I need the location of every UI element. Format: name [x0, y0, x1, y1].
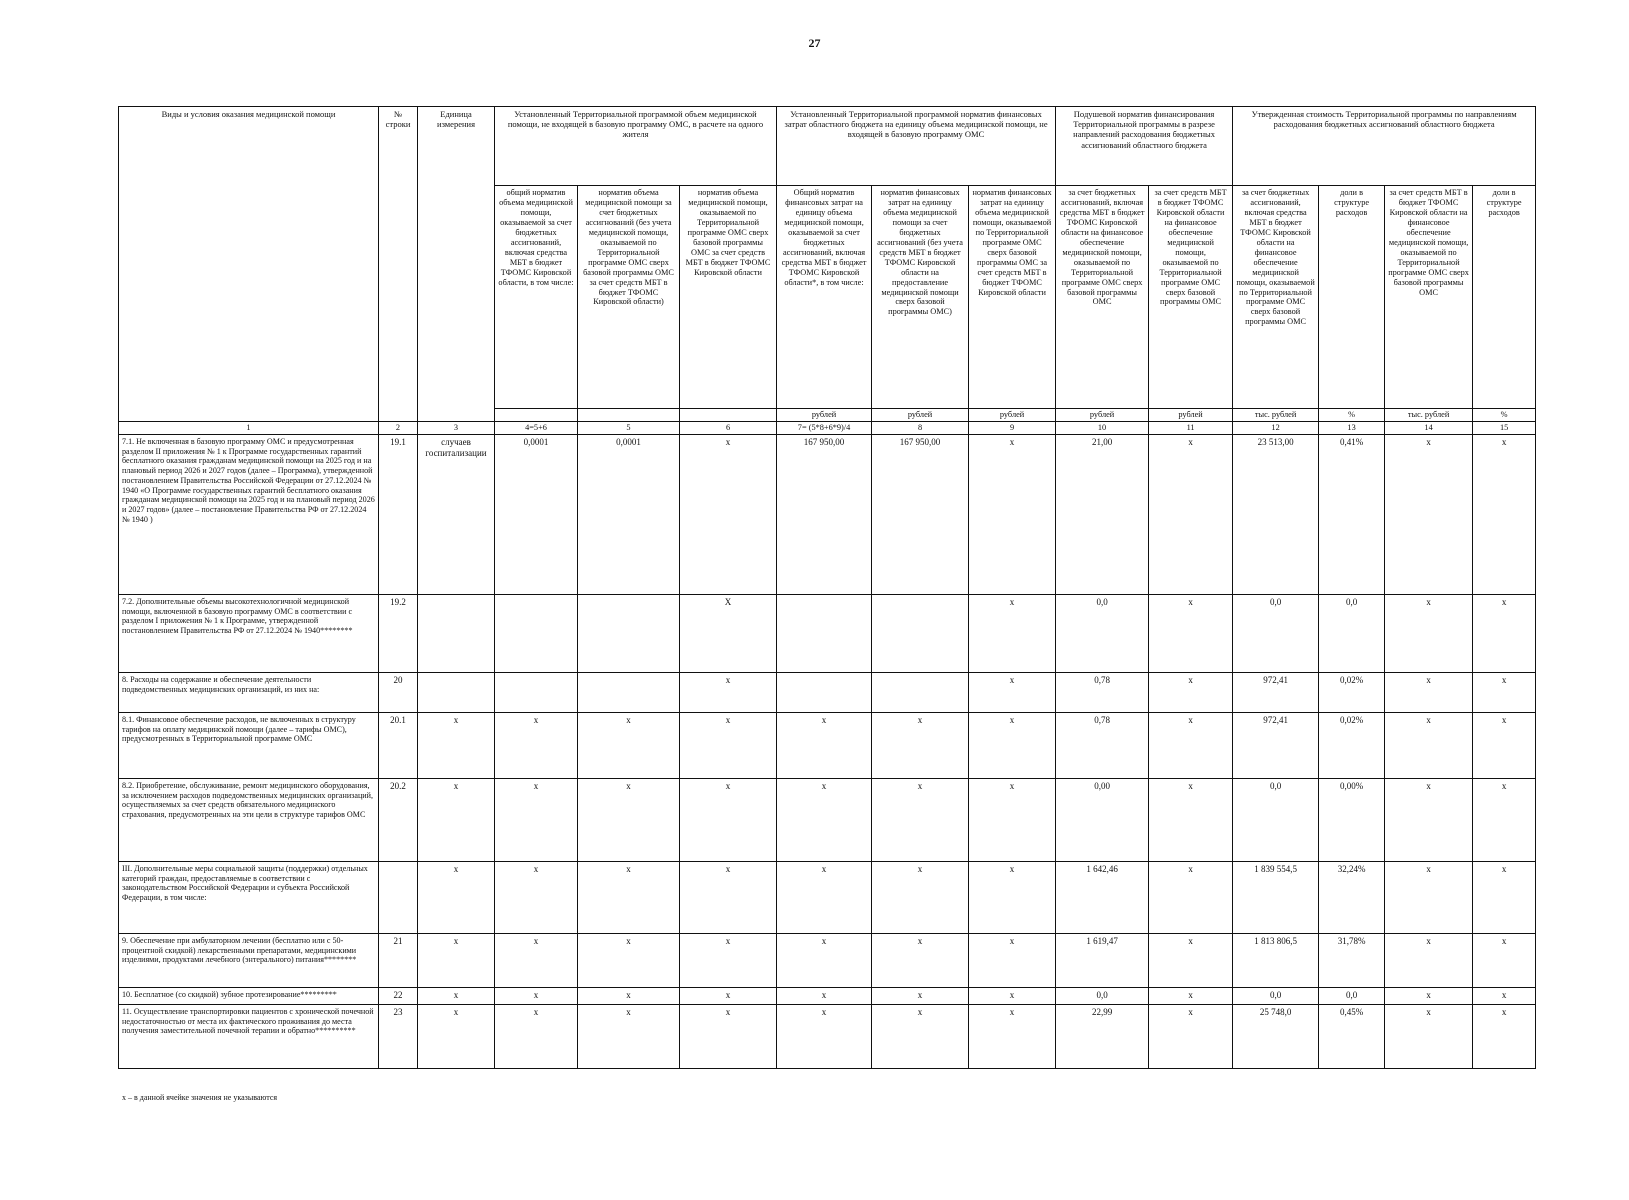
- table-cell: x: [969, 673, 1056, 713]
- unit-col-8: рублей: [872, 409, 969, 422]
- row-number: 20.1: [379, 713, 418, 779]
- table-row: [119, 673, 1536, 713]
- table-cell: 0,78: [1056, 713, 1149, 779]
- header-group-approved-cost: Утвержденная стоимость Территориальной программы по направлениям расходования бюджетных ассигнований областного бюджета: [1233, 107, 1536, 186]
- table-cell: x: [969, 1005, 1056, 1069]
- table-cell: x: [680, 779, 777, 862]
- table-cell: x: [1473, 1005, 1536, 1069]
- table-cell: x: [495, 862, 578, 934]
- row-description: 7.1. Не включенная в базовую программу ОМС и предусмотренная разделом II приложения № 1 к Программе государственных гарантий бесплатного оказания гражданам медицинской помощи на 2025 год и на плановый период 2026 и 2027 годов (далее – Программа), утвержденной постановлением Правительства Российской Федерации от 27.12.2024 № 1940 «О Программе государственных гарантий бесплатного оказания гражданам медицинской помощи на 2025 год и на плановый период 2026 и 2027 годов» (далее – постановление Правительства РФ от 27.12.2024 № 1940 ): [119, 435, 379, 595]
- unit-col-14: тыс. рублей: [1385, 409, 1473, 422]
- header-kinds: Виды и условия оказания медицинской помощи: [119, 107, 379, 422]
- table-cell: x: [495, 934, 578, 988]
- table-cell: x: [578, 988, 680, 1005]
- table-cell: [418, 595, 495, 673]
- row-number: 19.1: [379, 435, 418, 595]
- table-cell: x: [680, 862, 777, 934]
- table-cell: x: [1149, 713, 1233, 779]
- header-row-number: № строки: [379, 107, 418, 422]
- table-cell: 0,00: [1056, 779, 1149, 862]
- table-cell: x: [1385, 988, 1473, 1005]
- colnum: 3: [418, 422, 495, 435]
- table-cell: 0,00%: [1319, 779, 1385, 862]
- table-cell: 0,0001: [578, 435, 680, 595]
- row-number: [379, 862, 418, 934]
- table-cell: [872, 673, 969, 713]
- table-cell: x: [495, 713, 578, 779]
- table-cell: x: [578, 862, 680, 934]
- table-cell: [777, 595, 872, 673]
- colnum: 10: [1056, 422, 1149, 435]
- table-cell: x: [418, 713, 495, 779]
- table-cell: [495, 673, 578, 713]
- row-number: 23: [379, 1005, 418, 1069]
- row-description: 9. Обеспечение при амбулаторном лечении (бесплатно или с 50-процентной скидкой) лекарственными препаратами, медицинскими изделиями, продуктами лечебного (энтерального) питания********: [119, 934, 379, 988]
- table-cell: [578, 595, 680, 673]
- table-cell: 0,41%: [1319, 435, 1385, 595]
- table-cell: 1 619,47: [1056, 934, 1149, 988]
- colnum: 9: [969, 422, 1056, 435]
- table-cell: 0,0001: [495, 435, 578, 595]
- table-cell: 167 950,00: [777, 435, 872, 595]
- table-cell: x: [1473, 435, 1536, 595]
- page-number: 27: [808, 36, 821, 50]
- table-cell: [495, 595, 578, 673]
- colnum: 11: [1149, 422, 1233, 435]
- table-row: [119, 934, 1536, 988]
- unit-col-7: рублей: [777, 409, 872, 422]
- table-row: [119, 988, 1536, 1005]
- table-cell: 972,41: [1233, 673, 1319, 713]
- table-cell: 0,78: [1056, 673, 1149, 713]
- table-cell: x: [578, 1005, 680, 1069]
- table-cell: x: [495, 779, 578, 862]
- table-cell: 0,0: [1056, 988, 1149, 1005]
- table-cell: x: [777, 713, 872, 779]
- unit-col-15: %: [1473, 409, 1536, 422]
- table-cell: x: [969, 779, 1056, 862]
- table-cell: 1 642,46: [1056, 862, 1149, 934]
- table-cell: 1 813 806,5: [1233, 934, 1319, 988]
- table-cell: x: [777, 988, 872, 1005]
- table-cell: [578, 673, 680, 713]
- header-group-per-capita: Подушевой норматив финансирования Территориальной программы в разрезе направлений расходования бюджетных ассигнований областного бюджета: [1056, 107, 1233, 186]
- table-cell: 972,41: [1233, 713, 1319, 779]
- budget-table: [118, 106, 1536, 1069]
- unit-col-4: [495, 409, 578, 422]
- colnum: 12: [1233, 422, 1319, 435]
- table-cell: x: [1473, 713, 1536, 779]
- table-cell: 0,45%: [1319, 1005, 1385, 1069]
- header-row-column-numbers: [119, 422, 1536, 435]
- unit-col-13: %: [1319, 409, 1385, 422]
- table-cell: x: [872, 1005, 969, 1069]
- table-cell: x: [969, 713, 1056, 779]
- colnum: 8: [872, 422, 969, 435]
- table-row: [119, 435, 1536, 595]
- table-row: [119, 713, 1536, 779]
- colnum: 7= (5*8+6*9)/4: [777, 422, 872, 435]
- table-cell: x: [680, 988, 777, 1005]
- header-group-cost-norm: Установленный Территориальной программой норматив финансовых затрат областного бюджета на единицу объема медицинской помощи, не входящей в базовую программу ОМС: [777, 107, 1056, 186]
- unit-col-11: рублей: [1149, 409, 1233, 422]
- table-cell: x: [495, 988, 578, 1005]
- table-cell: x: [1473, 673, 1536, 713]
- table-row: [119, 862, 1536, 934]
- table-cell: 0,0: [1233, 595, 1319, 673]
- table-cell: 167 950,00: [872, 435, 969, 595]
- row-number: 21: [379, 934, 418, 988]
- table-cell: x: [1149, 934, 1233, 988]
- table-cell: x: [969, 862, 1056, 934]
- table-cell: x: [578, 934, 680, 988]
- table-cell: x: [418, 934, 495, 988]
- table-cell: [418, 673, 495, 713]
- table-cell: x: [1385, 1005, 1473, 1069]
- header-col-9: норматив финансовых затрат на единицу объема медицинской помощи, оказываемой по Территориальной программе ОМС сверх базовой программы ОМС за счет средств МБТ в бюджет ТФОМС Кировской области: [969, 186, 1056, 409]
- colnum: 6: [680, 422, 777, 435]
- header-col-14: за счет средств МБТ в бюджет ТФОМС Кировской области на финансовое обеспечение медицинской помощи, оказываемой по Территориальной программе ОМС сверх базовой программы ОМС: [1385, 186, 1473, 409]
- unit-col-12: тыс. рублей: [1233, 409, 1319, 422]
- table-cell: x: [418, 988, 495, 1005]
- table-cell: x: [418, 862, 495, 934]
- header-group-volume: Установленный Территориальной программой объем медицинской помощи, не входящей в базовую программу ОМС, в расчете на одного жителя: [495, 107, 777, 186]
- table-cell: x: [1149, 1005, 1233, 1069]
- table-cell: x: [1149, 595, 1233, 673]
- row-number: 19.2: [379, 595, 418, 673]
- row-description: 8. Расходы на содержание и обеспечение деятельности подведомственных медицинских организаций, из них на:: [119, 673, 379, 713]
- header-col-7: Общий норматив финансовых затрат на единицу объема медицинской помощи, оказываемой за счет бюджетных ассигнований, включая средства МБТ в бюджет ТФОМС Кировской области*, в том числе:: [777, 186, 872, 409]
- table-cell: 0,02%: [1319, 673, 1385, 713]
- row-number: 20: [379, 673, 418, 713]
- colnum: 15: [1473, 422, 1536, 435]
- header-unit: Единица измерения: [418, 107, 495, 422]
- table-cell: [872, 595, 969, 673]
- unit-col-9: рублей: [969, 409, 1056, 422]
- table-cell: x: [680, 673, 777, 713]
- table-cell: x: [777, 779, 872, 862]
- header-col-11: за счет средств МБТ в бюджет ТФОМС Кировской области на финансовое обеспечение медицинской помощи, оказываемой по Территориальной программе ОМС сверх базовой программы ОМС: [1149, 186, 1233, 409]
- header-col-8: норматив финансовых затрат на единицу объема медицинской помощи за счет бюджетных ассигнований (без учета средств МБТ в бюджет ТФОМС Кировской области на предоставление медицинской помощи сверх базовой программы ОМС): [872, 186, 969, 409]
- table-cell: 0,02%: [1319, 713, 1385, 779]
- table-cell: x: [1149, 862, 1233, 934]
- table-cell: x: [1473, 934, 1536, 988]
- table-cell: x: [872, 713, 969, 779]
- table-cell: x: [680, 435, 777, 595]
- table-cell: x: [1149, 988, 1233, 1005]
- header-col-12: за счет бюджетных ассигнований, включая средства МБТ в бюджет ТФОМС Кировской области на финансовое обеспечение медицинской помощи, оказываемой по Территориальной программе ОМС сверх базовой программы ОМС: [1233, 186, 1319, 409]
- header-col-6: норматив объема медицинской помощи, оказываемой по Территориальной программе ОМС сверх базовой программы ОМС за счет средств МБТ в бюджет ТФОМС Кировской области: [680, 186, 777, 409]
- colnum: 5: [578, 422, 680, 435]
- table-cell: x: [680, 1005, 777, 1069]
- table-cell: 0,0: [1319, 988, 1385, 1005]
- row-description: 8.1. Финансовое обеспечение расходов, не включенных в структуру тарифов на оплату медицинской помощи (далее – тарифы ОМС), предусмотренных в Территориальной программе ОМС: [119, 713, 379, 779]
- table-cell: 31,78%: [1319, 934, 1385, 988]
- table-cell: x: [1473, 595, 1536, 673]
- row-description: III. Дополнительные меры социальной защиты (поддержки) отдельных категорий граждан, предоставляемые в соответствии с законодательством Российской Федерации и субъекта Российской Федерации, в том числе:: [119, 862, 379, 934]
- row-description: 10. Бесплатное (со скидкой) зубное протезирование*********: [119, 988, 379, 1005]
- table-cell: 25 748,0: [1233, 1005, 1319, 1069]
- table-row: [119, 595, 1536, 673]
- colnum: 4=5+6: [495, 422, 578, 435]
- header-col-10: за счет бюджетных ассигнований, включая средства МБТ в бюджет ТФОМС Кировской области на финансовое обеспечение медицинской помощи, оказываемой по Территориальной программе ОМС сверх базовой программы ОМС: [1056, 186, 1149, 409]
- table-cell: 22,99: [1056, 1005, 1149, 1069]
- row-number: 22: [379, 988, 418, 1005]
- colnum: 1: [119, 422, 379, 435]
- table-cell: x: [1385, 934, 1473, 988]
- row-description: 8.2. Приобретение, обслуживание, ремонт медицинского оборудования, за исключением расходов подведомственных медицинских организаций, осуществляемых за счет средств обязательного медицинского страхования, предусмотренных на эти цели в структуре тарифов ОМС: [119, 779, 379, 862]
- table-cell: x: [969, 435, 1056, 595]
- table-cell: [777, 673, 872, 713]
- table-cell: x: [777, 862, 872, 934]
- table-cell: x: [872, 934, 969, 988]
- table-cell: x: [418, 779, 495, 862]
- table-cell: x: [1473, 779, 1536, 862]
- table-row: [119, 779, 1536, 862]
- colnum: 14: [1385, 422, 1473, 435]
- table-cell: x: [872, 988, 969, 1005]
- table-cell: 0,0: [1056, 595, 1149, 673]
- unit-col-5: [578, 409, 680, 422]
- row-description: 7.2. Дополнительные объемы высокотехнологичной медицинской помощи, включенной в базовую программу ОМС в соответствии с разделом I приложения № 1 к Программе, утвержденной постановлением Правительства РФ от 27.12.2024 № 1940********: [119, 595, 379, 673]
- table-cell: 32,24%: [1319, 862, 1385, 934]
- table-cell: x: [1385, 673, 1473, 713]
- table-cell: x: [1385, 779, 1473, 862]
- table-cell: x: [680, 713, 777, 779]
- table-cell: 0,0: [1233, 779, 1319, 862]
- header-col-5: норматив объема медицинской помощи за счет бюджетных ассигнований (без учета медицинской помощи, оказываемой по Территориальной программе ОМС сверх базовой программы ОМС за счет средств МБТ в бюджет ТФОМС Кировской области): [578, 186, 680, 409]
- unit-col-6: [680, 409, 777, 422]
- table-cell: 21,00: [1056, 435, 1149, 595]
- table-cell: x: [872, 779, 969, 862]
- table-cell: x: [1385, 435, 1473, 595]
- header-col-13: доли в структуре расходов: [1319, 186, 1385, 409]
- table-cell: x: [418, 1005, 495, 1069]
- row-number: 20.2: [379, 779, 418, 862]
- header-row-groups: [119, 107, 1536, 186]
- table-cell: x: [969, 934, 1056, 988]
- header-col-15: доли в структуре расходов: [1473, 186, 1536, 409]
- table-cell: x: [1149, 673, 1233, 713]
- table-cell: x: [1473, 862, 1536, 934]
- table-cell: x: [578, 713, 680, 779]
- table-cell: x: [1385, 595, 1473, 673]
- table-cell: x: [969, 988, 1056, 1005]
- header-col-4: общий норматив объема медицинской помощи, оказываемой за счет бюджетных ассигнований, включая средства МБТ в бюджет ТФОМС Кировской области, в том числе:: [495, 186, 578, 409]
- table-cell: 0,0: [1233, 988, 1319, 1005]
- table-cell: x: [578, 779, 680, 862]
- table-row: [119, 1005, 1536, 1069]
- table-cell: случаев госпитализации: [418, 435, 495, 595]
- table-cell: x: [777, 1005, 872, 1069]
- table-cell: 23 513,00: [1233, 435, 1319, 595]
- table-cell: x: [1385, 862, 1473, 934]
- table-cell: x: [872, 862, 969, 934]
- table-cell: 1 839 554,5: [1233, 862, 1319, 934]
- colnum: 2: [379, 422, 418, 435]
- table-cell: x: [969, 595, 1056, 673]
- colnum: 13: [1319, 422, 1385, 435]
- table-cell: x: [495, 1005, 578, 1069]
- table-cell: x: [680, 934, 777, 988]
- table-cell: x: [1149, 435, 1233, 595]
- table-cell: x: [777, 934, 872, 988]
- unit-col-10: рублей: [1056, 409, 1149, 422]
- table-cell: x: [1149, 779, 1233, 862]
- table-cell: x: [1473, 988, 1536, 1005]
- table-cell: x: [1385, 713, 1473, 779]
- table-cell: X: [680, 595, 777, 673]
- row-description: 11. Осуществление транспортировки пациентов с хронической почечной недостаточностью от места их фактического проживания до места получения заместительной почечной терапии и обратно**********: [119, 1005, 379, 1069]
- table-cell: 0,0: [1319, 595, 1385, 673]
- footnote: x – в данной ячейке значения не указываются: [122, 1093, 278, 1102]
